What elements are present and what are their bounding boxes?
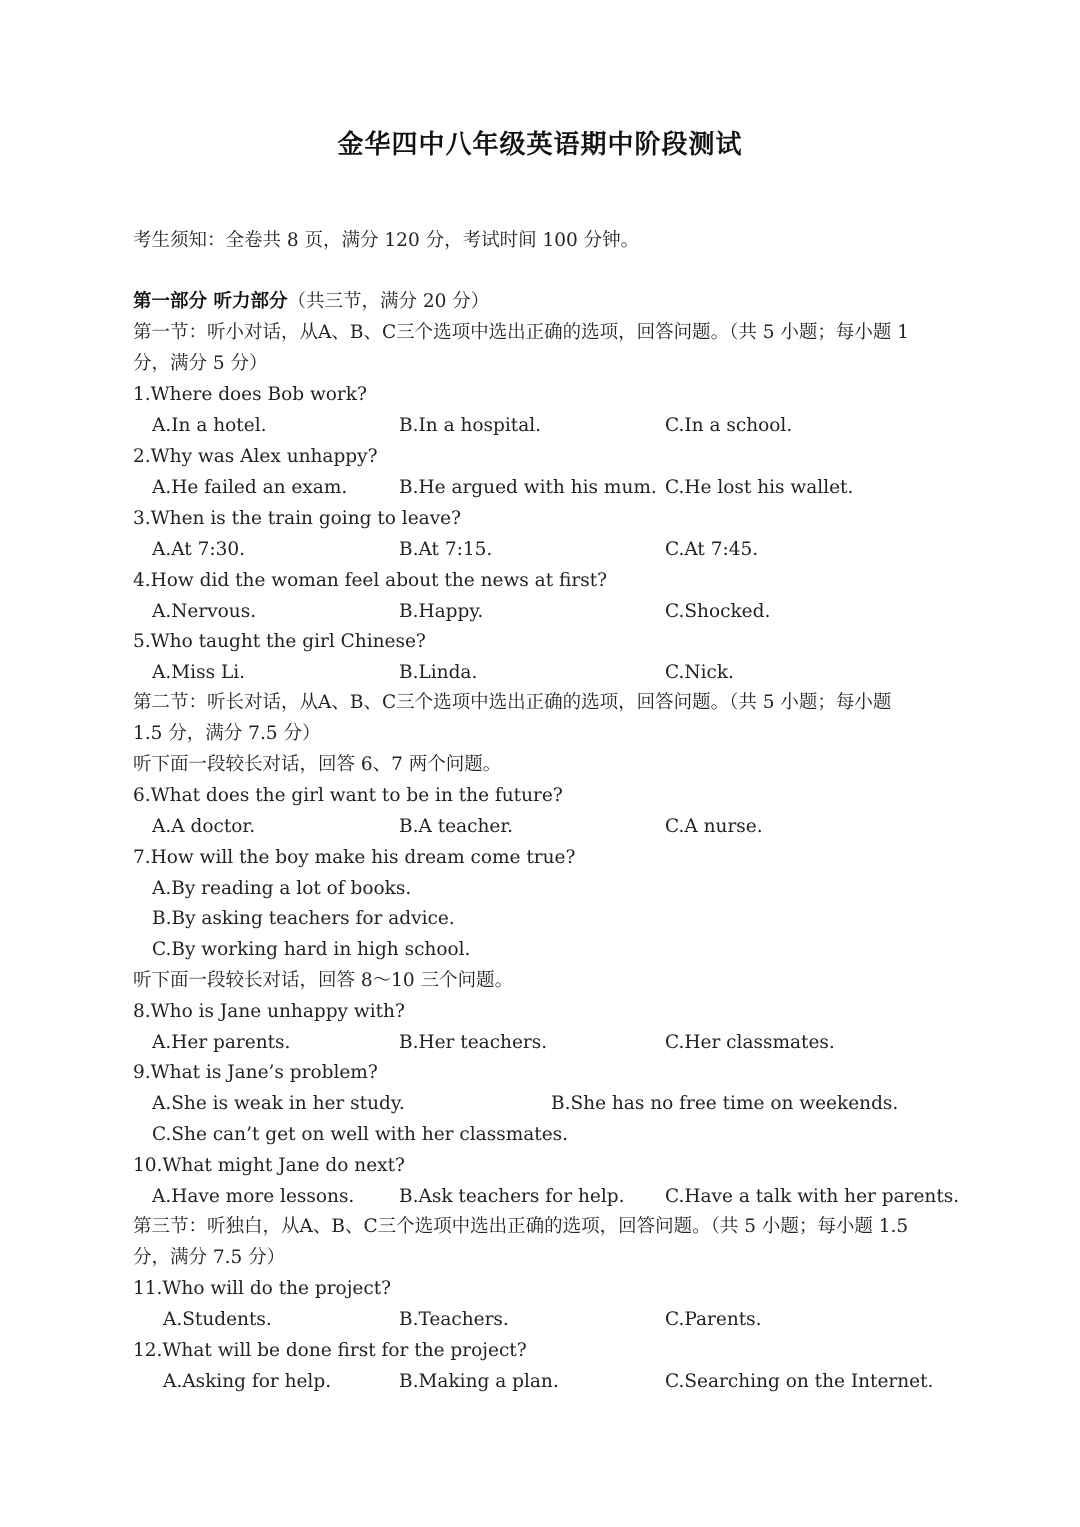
section2-instruction-line1: 第二节：听长对话，从A、B、C三个选项中选出正确的选项，回答问题。（共 5 小题；每小题 <box>133 692 892 713</box>
option-a: A.A doctor. <box>152 816 256 837</box>
question-stem: 4.How did the woman feel about the news at first? <box>133 570 608 591</box>
option-a: A.In a hotel. <box>152 415 267 436</box>
question-stem: 5.Who taught the girl Chinese? <box>133 631 426 652</box>
option-a: A.He failed an exam. <box>152 477 348 498</box>
question-stem: 10.What might Jane do next? <box>133 1155 405 1176</box>
option-c: C.Parents. <box>665 1309 762 1330</box>
question-stem: 1.Where does Bob work? <box>133 384 367 405</box>
option-b: B.Happy. <box>399 601 484 622</box>
part1-heading-rest: （共三节，满分 20 分） <box>287 291 490 312</box>
option-a: A.She is weak in her study. <box>152 1093 405 1114</box>
option-a: A.Nervous. <box>152 601 257 622</box>
option-c: C.Her classmates. <box>665 1032 835 1053</box>
option-a: A.Asking for help. <box>163 1371 332 1392</box>
option-b: B.He argued with his mum. <box>399 477 657 498</box>
option-c: C.Shocked. <box>665 601 771 622</box>
option-b: B.At 7:15. <box>399 539 493 560</box>
section3-instruction-line2: 分，满分 7.5 分） <box>133 1247 286 1268</box>
option-c: C.Nick. <box>665 662 734 683</box>
question-stem: 6.What does the girl want to be in the future? <box>133 785 563 806</box>
option-c: C.Have a talk with her parents. <box>665 1186 960 1207</box>
section1-instruction-line1: 第一节：听小对话，从A、B、C三个选项中选出正确的选项，回答问题。（共 5 小题；每小题 1 <box>133 322 910 343</box>
option-a: A.At 7:30. <box>152 539 246 560</box>
question-stem: 12.What will be done first for the project? <box>133 1340 527 1361</box>
option-c: C.A nurse. <box>665 816 763 837</box>
option-a: A.By reading a lot of books. <box>152 878 412 899</box>
option-b: B.By asking teachers for advice. <box>152 908 455 929</box>
option-b: B.Teachers. <box>399 1309 509 1330</box>
option-a: A.Students. <box>163 1309 272 1330</box>
option-b: B.Making a plan. <box>399 1371 559 1392</box>
option-c: C.By working hard in high school. <box>152 939 471 960</box>
option-b: B.Linda. <box>399 662 478 683</box>
section2-intro-6-7: 听下面一段较长对话，回答 6、7 两个问题。 <box>133 754 502 775</box>
question-stem: 3.When is the train going to leave? <box>133 508 462 529</box>
section3-instruction-line1: 第三节：听独白，从A、B、C三个选项中选出正确的选项，回答问题。（共 5 小题；每小题 1.5 <box>133 1216 909 1237</box>
question-stem: 9.What is Jane’s problem? <box>133 1062 378 1083</box>
option-c: C.In a school. <box>665 415 793 436</box>
option-b: B.She has no free time on weekends. <box>551 1093 899 1114</box>
option-a: A.Have more lessons. <box>152 1186 355 1207</box>
question-stem: 7.How will the boy make his dream come true? <box>133 847 576 868</box>
option-b: B.A teacher. <box>399 816 514 837</box>
question-stem: 8.Who is Jane unhappy with? <box>133 1001 405 1022</box>
question-stem: 11.Who will do the project? <box>133 1278 392 1299</box>
option-c: C.At 7:45. <box>665 539 759 560</box>
section2-instruction-line2: 1.5 分，满分 7.5 分） <box>133 723 321 744</box>
part1-heading-bold: 第一部分 听力部分 <box>133 291 288 312</box>
exam-title: 金华四中八年级英语期中阶段测试 <box>337 130 743 160</box>
section1-instruction-line2: 分，满分 5 分） <box>133 353 268 374</box>
option-a: A.Her parents. <box>152 1032 291 1053</box>
option-c: C.Searching on the Internet. <box>665 1371 934 1392</box>
option-c: C.He lost his wallet. <box>665 477 854 498</box>
option-b: B.In a hospital. <box>399 415 542 436</box>
section2-intro-8-10: 听下面一段较长对话，回答 8～10 三个问题。 <box>133 970 514 991</box>
question-stem: 2.Why was Alex unhappy? <box>133 446 378 467</box>
option-a: A.Miss Li. <box>152 662 246 683</box>
option-b: B.Her teachers. <box>399 1032 548 1053</box>
exam-notice: 考生须知：全卷共 8 页，满分 120 分，考试时间 100 分钟。 <box>133 230 640 251</box>
part1-heading <box>133 290 489 314</box>
option-b: B.Ask teachers for help. <box>399 1186 625 1207</box>
option-c: C.She can’t get on well with her classmates. <box>152 1124 569 1145</box>
